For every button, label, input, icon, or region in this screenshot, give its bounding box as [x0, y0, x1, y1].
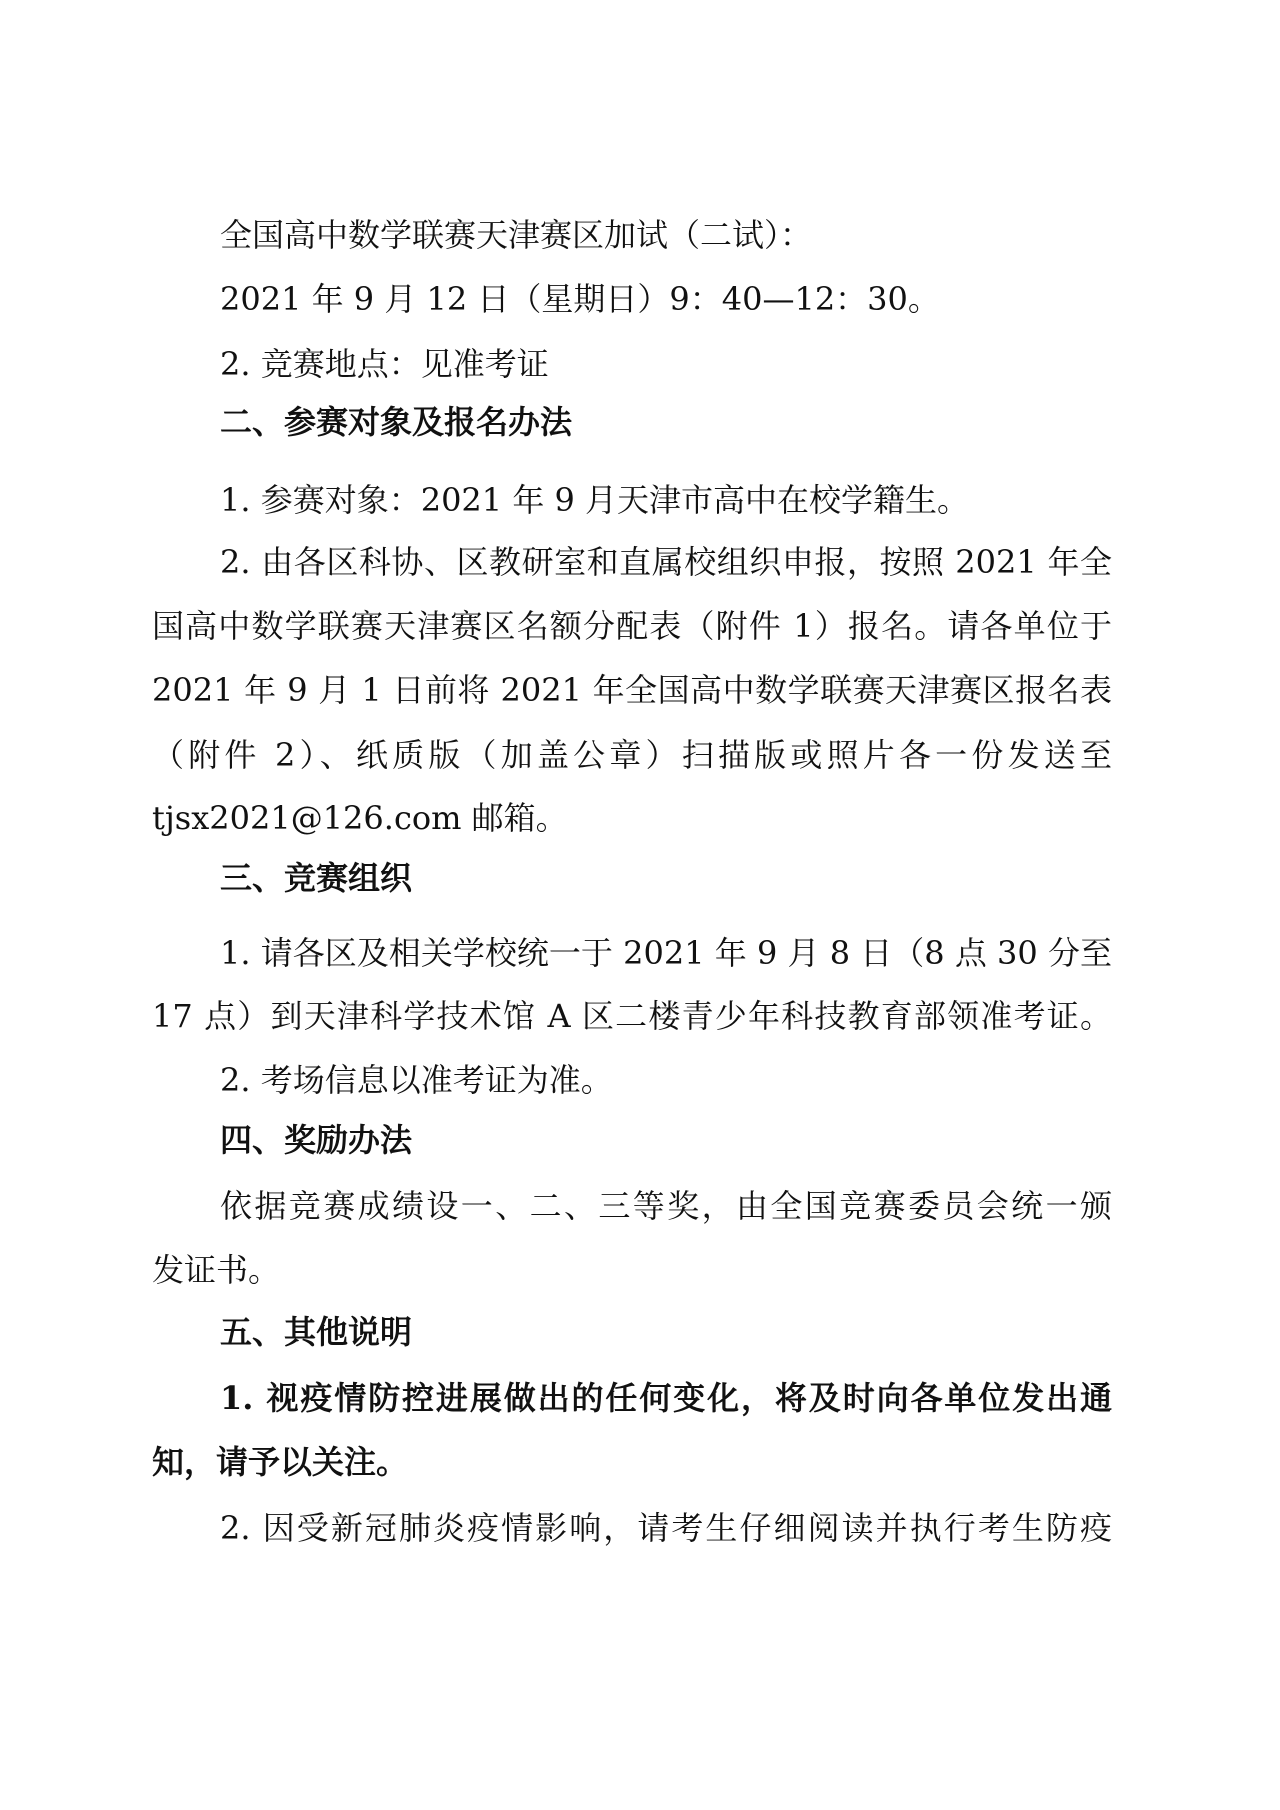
participants-eligibility: 1. 参赛对象：2021 年 9 月天津市高中在校学籍生。 [220, 481, 970, 519]
other-note-2-line-1: 2. 因受新冠肺炎疫情影响，请考生仔细阅读并执行考生防疫 [220, 1509, 1112, 1547]
exam-second-round-time: 2021 年 9 月 12 日（星期日）9：40—12：30。 [220, 280, 940, 318]
exam-location: 2. 竞赛地点：见准考证 [220, 345, 549, 383]
registration-paragraph-line-4: （附件 2）、纸质版（加盖公章）扫描版或照片各一份发送至 [152, 736, 1112, 774]
registration-paragraph-line-1: 2. 由各区科协、区教研室和直属校组织申报，按照 2021 年全 [220, 543, 1112, 581]
organization-item-1-line-2: 17 点）到天津科学技术馆 A 区二楼青少年科技教育部领准考证。 [152, 997, 1112, 1035]
awards-paragraph-line-1: 依据竞赛成绩设一、二、三等奖，由全国竞赛委员会统一颁 [220, 1187, 1112, 1225]
awards-paragraph-line-2: 发证书。 [152, 1251, 281, 1289]
section-heading-participants: 二、参赛对象及报名办法 [220, 403, 573, 441]
organization-item-1-line-1: 1. 请各区及相关学校统一于 2021 年 9 月 8 日（8 点 30 分至 [220, 934, 1112, 972]
section-heading-other-notes: 五、其他说明 [220, 1313, 413, 1351]
organization-item-2: 2. 考场信息以准考证为准。 [220, 1061, 613, 1099]
section-heading-awards: 四、奖励办法 [220, 1121, 413, 1159]
registration-paragraph-line-3: 2021 年 9 月 1 日前将 2021 年全国高中数学联赛天津赛区报名表 [152, 671, 1112, 709]
other-note-1-line-2: 知，请予以关注。 [152, 1443, 409, 1481]
exam-second-round-label: 全国高中数学联赛天津赛区加试（二试）： [220, 216, 813, 254]
registration-paragraph-line-2: 国高中数学联赛天津赛区名额分配表（附件 1）报名。请各单位于 [152, 607, 1112, 645]
registration-email: tjsx2021@126.com 邮箱。 [152, 799, 568, 837]
other-note-1-line-1: 1. 视疫情防控进展做出的任何变化，将及时向各单位发出通 [220, 1379, 1112, 1417]
section-heading-organization: 三、竞赛组织 [220, 859, 413, 897]
